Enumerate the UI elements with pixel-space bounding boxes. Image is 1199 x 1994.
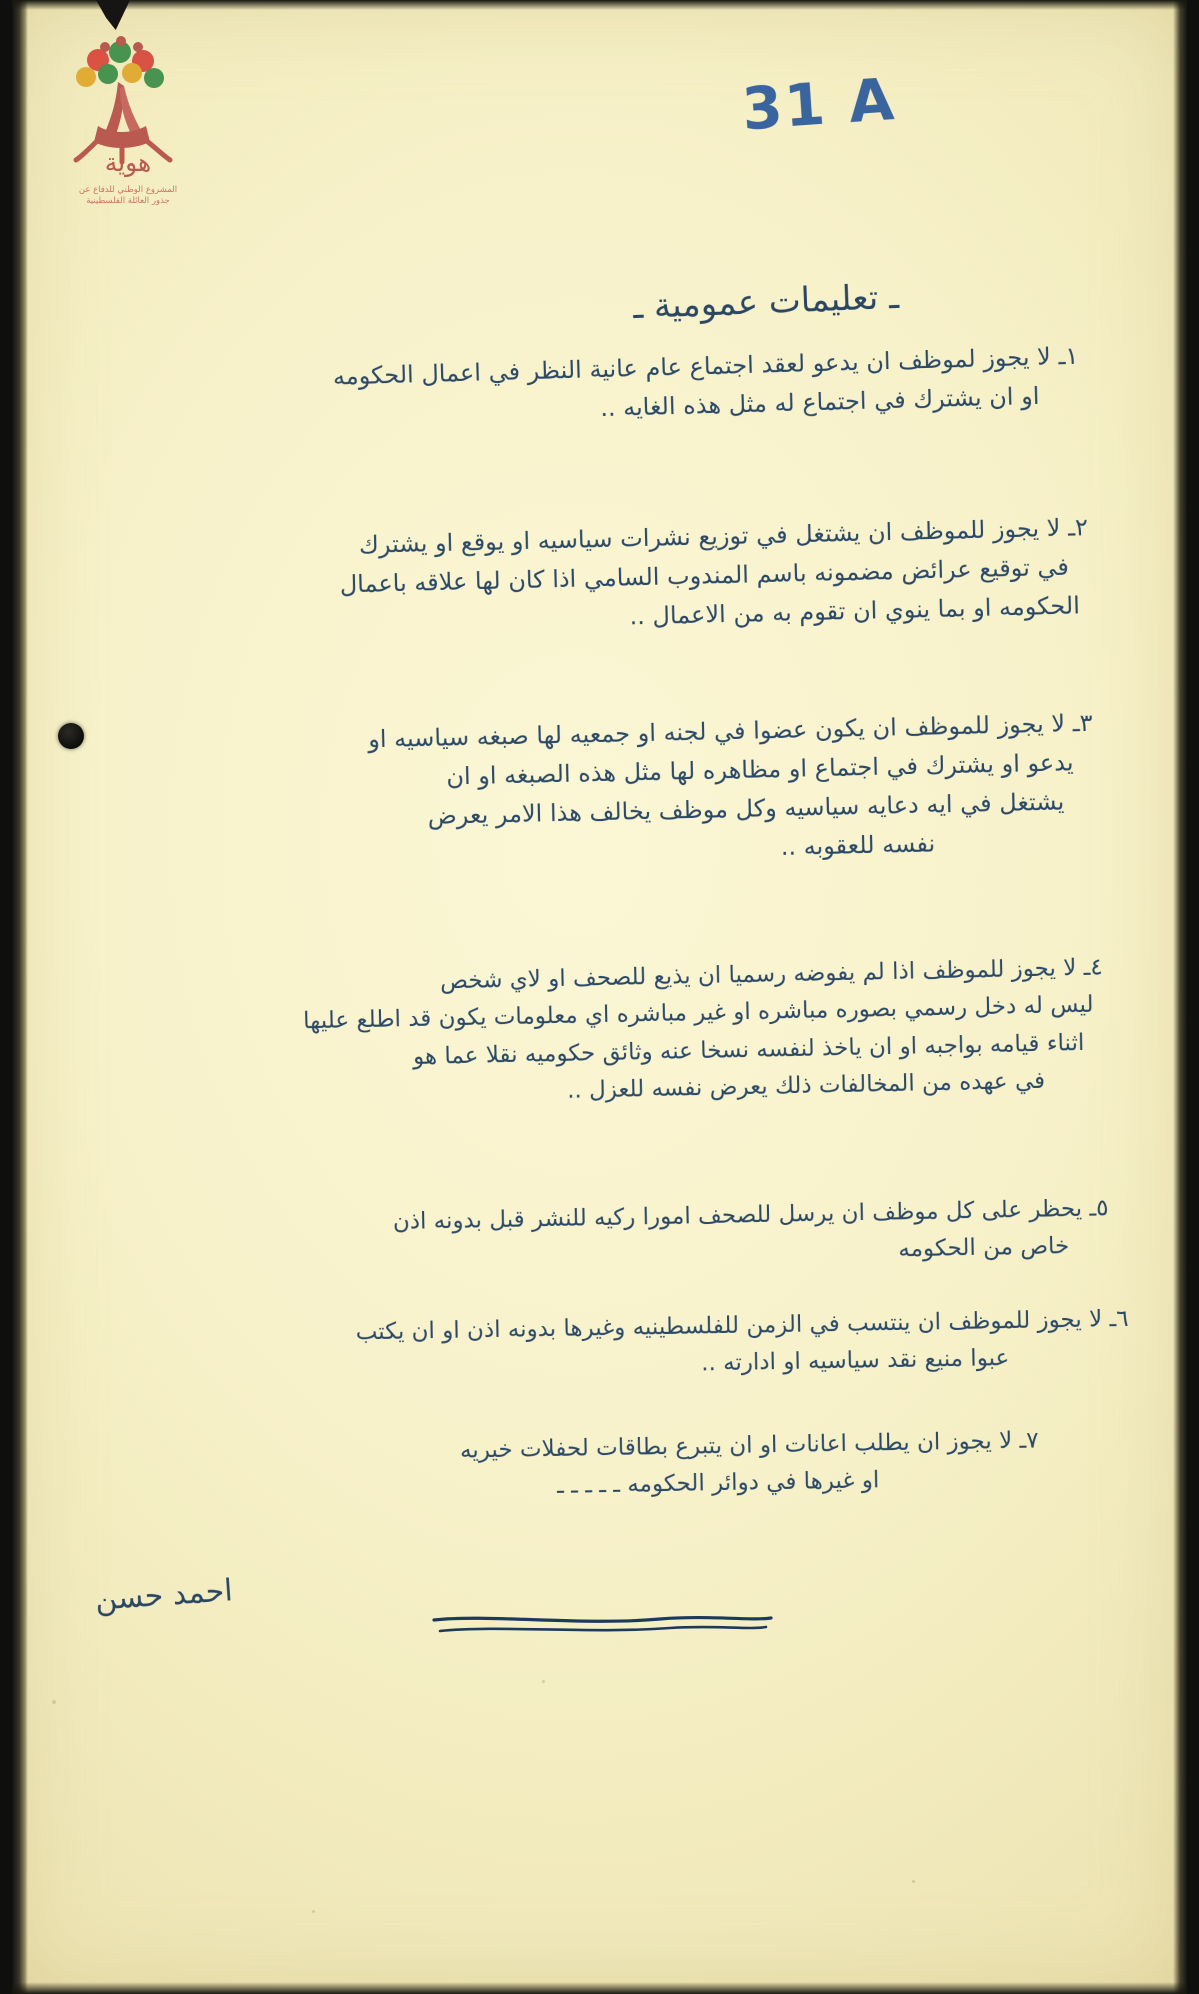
clause-2-line-3: الحكومه او بما ينوي ان تقوم به من الاعمال .. [629, 591, 1081, 631]
signature-rule [430, 1612, 775, 1626]
logo-caption [48, 185, 208, 208]
clause-4-line-2: ليس له دخل رسمي بصوره مباشره او غير مباشره اي معلومات يكون قد اطلع عليها [302, 991, 1094, 1035]
clause-3-line-4: نفسه للعقوبه .. [780, 829, 936, 861]
clause-5-line-2: خاص من الحكومه [898, 1233, 1070, 1263]
clause-4-line-3: اثناء قيامه بواجبه او ان ياخذ لنفسه نسخا عنه وثائق حكوميه نقلا عما هو [412, 1029, 1085, 1070]
clause-2-line-2: في توقيع عرائض مضمونه باسم المندوب السامي اذا كان لها علاقه باعمال [339, 552, 1070, 599]
paper-speck [912, 1880, 915, 1883]
clause-3-line-2: يدعو او يشترك في اجتماع او مظاهره لها مثل هذه الصبغه او ان [445, 748, 1074, 791]
logo-wordmark: هوية [104, 148, 152, 177]
page-title: ـ تعليمات عمومية ـ [632, 276, 900, 328]
clause-4-line-4: في عهده من المخالفات ذلك يعرض نفسه للعزل .. [566, 1067, 1046, 1104]
paper-edge-left [12, 0, 28, 1994]
hole-punch [58, 723, 84, 749]
clause-4 [103, 950, 1106, 1120]
clause-3-line-1: ٣ـ لا يجوز للموظف ان يكون عضوا في لجنه او جمعيه لها صبغه سياسيه او [367, 708, 1093, 754]
signature: احمد حسن [93, 1573, 234, 1618]
clause-1-line-1: ١ـ لا يجوز لموظف ان يدعو لعقد اجتماع عام عانية النظر في اعمال الحكومه [332, 341, 1079, 391]
paper-edge-right [1173, 0, 1187, 1994]
clause-7-line-2: او غيرها في دوائر الحكومه ـ ـ ـ ـ ـ [556, 1467, 880, 1500]
clause-2-line-1: ٢ـ لا يجوز للموظف ان يشتغل في توزيع نشرات سياسيه او يوقع او يشترك [358, 513, 1089, 559]
clause-3 [107, 704, 1095, 882]
clause-2 [118, 508, 1091, 648]
clause-1-line-2: او ان يشترك في اجتماع له مثل هذه الغايه .. [599, 381, 1040, 422]
clause-6-line-2: عبوا منيع نقد سياسيه او ادارته .. [700, 1345, 1010, 1377]
paper-speck [542, 1680, 545, 1683]
logo-caption-line-2: جذور العائلة الفلسطينية [86, 196, 170, 207]
clause-5-line-1: ٥ـ يحظر على كل موظف ان يرسل للصحف امورا ركيه للنشر قبل بدونه اذن [392, 1195, 1109, 1236]
clause-7-line-1: ٧ـ لا يجوز ان يطلب اعانات او ان يتبرع بطاقات لحفلات خيريه [459, 1427, 1039, 1464]
clause-4-line-1: ٤ـ لا يجوز للموظف اذا لم يفوضه رسميا ان يذيع للصحف او لاي شخص [439, 954, 1103, 995]
paper-speck [312, 1910, 315, 1913]
logo-caption-line-1: المشروع الوطني للدفاع عن [78, 185, 178, 195]
paper-edge-top [12, 0, 1187, 10]
page-reference-number: 31 A [739, 64, 898, 144]
paper-edge-bottom [12, 1982, 1187, 1994]
paper-speck [52, 1700, 56, 1704]
clause-6-line-1: ٦ـ لا يجوز للموظف ان ينتسب في الزمن للفلسطينيه وغيرها بدونه اذن او ان يكتب [355, 1305, 1129, 1346]
clause-3-line-3: يشتغل في ايه دعايه سياسيه وكل موظف يخالف هذا الامر يعرض [427, 787, 1065, 830]
corner-tear-mark [96, 0, 130, 30]
